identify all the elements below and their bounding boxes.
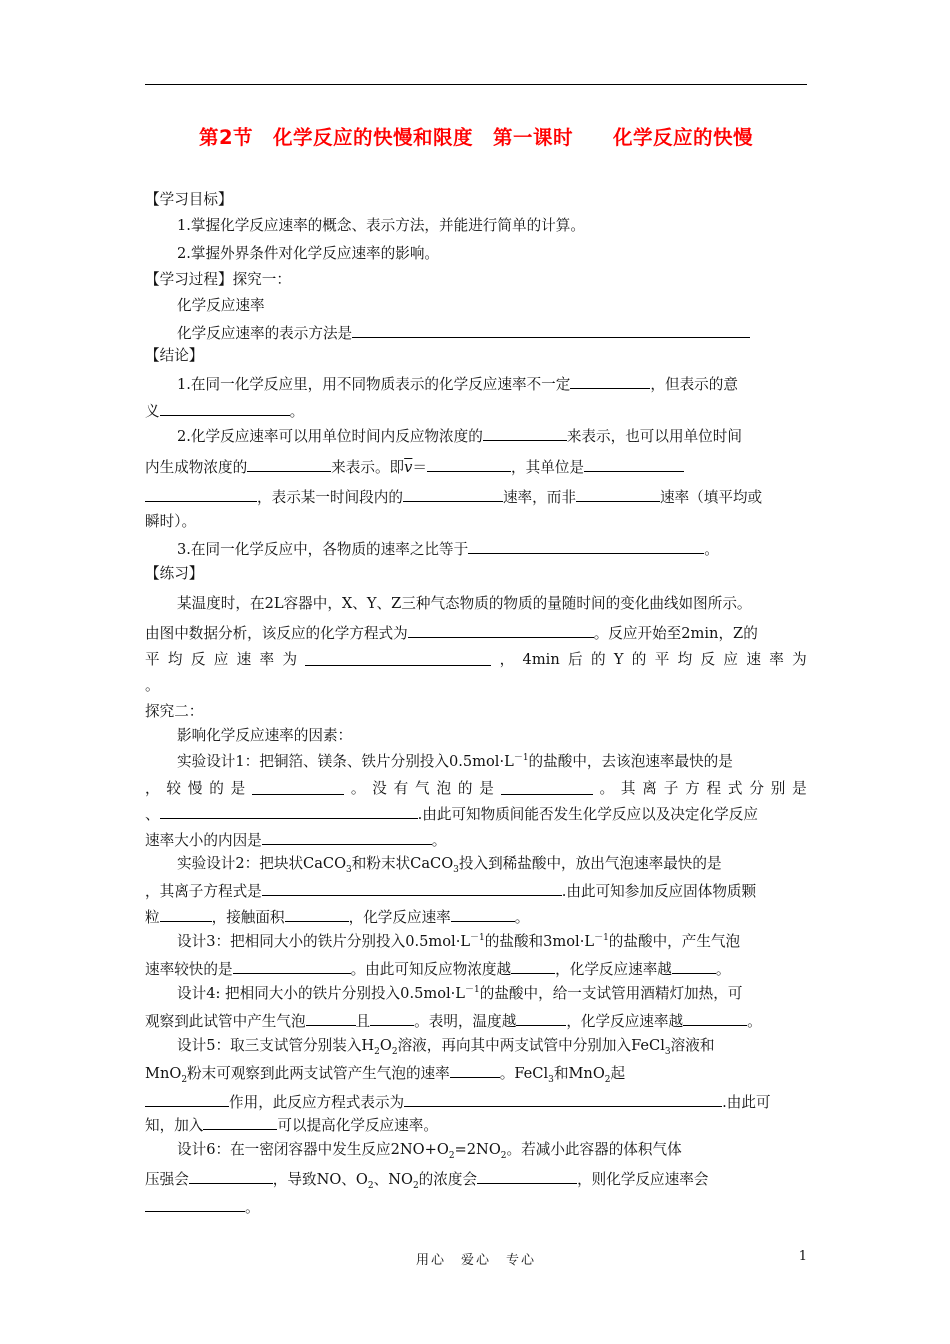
blank[interactable]	[516, 1010, 566, 1026]
paragraph: 粒 ，接触面积 ，化学反应速率 。	[145, 906, 807, 928]
paragraph: 由图中数据分析，该反应的化学方程式为 。反应开始至2min，Z的	[145, 622, 807, 644]
paragraph: 知，加入 可以提高化学反应速率。	[145, 1114, 807, 1136]
page-title: 第2节 化学反应的快慢和限度 第一课时 化学反应的快慢	[198, 126, 754, 149]
goal-2: 2.掌握外界条件对化学反应速率的影响。	[177, 245, 440, 262]
section-heading: 【结论】	[145, 347, 204, 364]
blank[interactable]	[404, 1091, 722, 1107]
blank[interactable]	[305, 650, 491, 666]
paragraph: 、 .由此可知物质间能否发生化学反应以及决定化学反应	[145, 803, 807, 825]
paragraph: 速率较快的是 。由此可知反应物浓度越 ，化学反应速率越 。	[145, 958, 807, 980]
blank[interactable]	[501, 779, 593, 795]
blank[interactable]	[483, 425, 567, 441]
blank[interactable]	[145, 486, 257, 502]
justified-line: ， 较 慢 的 是 。 没 有 气 泡 的 是 。 其 离 子 方 程 式 分 别 是	[145, 780, 807, 797]
paragraph: 3.在同一化学反应中，各物质的速率之比等于 。	[177, 538, 807, 560]
blank[interactable]	[160, 803, 418, 819]
section-heading: 【练习】	[145, 565, 204, 582]
blank[interactable]	[160, 400, 290, 416]
goal-1: 1.掌握化学反应速率的概念、表示方法，并能进行简单的计算。	[177, 217, 585, 234]
paragraph: 实验设计1：把铜箔、镁条、铁片分别投入$0.5mol\cdot L^{-1}$的盐酸中，去该泡速率最快的是	[177, 753, 733, 770]
blank[interactable]	[160, 906, 212, 922]
blank[interactable]	[370, 1010, 414, 1026]
paragraph: 作用，此反应方程式表示为 .由此可	[145, 1091, 807, 1113]
footer-motto: 用心 爱心 专心	[415, 1253, 536, 1268]
blank[interactable]	[145, 1196, 245, 1212]
paragraph: 设计4: 把相同大小的铁片分别投入$0.5mol\cdot L^{-1}$的盐酸中，给一支试管用酒精灯加热，可	[177, 985, 743, 1002]
section-heading: 【学习目标】	[145, 191, 233, 208]
blank[interactable]	[203, 1114, 277, 1130]
paragraph: 设计3：把相同大小的铁片分别投入$0.5mol\cdot L^{-1}$的盐酸和$3mol\cdot L^{-1}$的盐酸中，产生气泡	[177, 933, 741, 950]
paragraph: 压强会 ，导致NO、$O_2$、$NO_2$的浓度会 ，则化学反应速率会	[145, 1168, 807, 1190]
paragraph: 内生成物浓度的 来表示。即$\overline{v}=$ ，其单位是	[145, 456, 807, 478]
blank[interactable]	[427, 456, 511, 472]
paragraph: ，其离子方程式是 .由此可知参加反应固体物质颗	[145, 880, 807, 902]
paragraph: 1.在同一化学反应里，用不同物质表示的化学反应速率不一定 ，但表示的意	[177, 373, 807, 395]
paragraph: 影响化学反应速率的因素：	[177, 727, 353, 744]
paragraph: 化学反应速率	[177, 297, 265, 314]
blank[interactable]	[306, 1010, 356, 1026]
paragraph: 化学反应速率的表示方法是	[177, 322, 807, 344]
blank[interactable]	[262, 880, 562, 896]
paragraph: 设计5：取三支试管分别装入$H_2O_2$溶液，再向其中两支试管中分别加入FeCl$_3$溶液和	[177, 1037, 715, 1057]
blank[interactable]	[352, 322, 750, 338]
blank[interactable]	[451, 906, 515, 922]
paragraph: 设计6：在一密闭容器中发生反应$2NO+O_2=2NO_2$。若减小此容器的体积气体	[177, 1141, 682, 1161]
blank[interactable]	[477, 1168, 577, 1184]
blank[interactable]	[262, 829, 432, 845]
blank[interactable]	[252, 779, 344, 795]
paragraph: 2.化学反应速率可以用单位时间内反应物浓度的 来表示，也可以用单位时间	[177, 425, 807, 447]
paragraph: 实验设计2：把块状CaCO$_3$和粉末状CaCO$_3$投入到稀盐酸中，放出气泡速率最快的是	[177, 855, 722, 875]
section-heading: 【学习过程】探究一：	[145, 271, 291, 288]
page-number: 1	[798, 1249, 807, 1264]
blank[interactable]	[576, 486, 660, 502]
justified-line: 平 均 反 应 速 率 为 ， 4min 后 的 Y 的 平 均 反 应 速 率 为	[145, 651, 807, 668]
blank[interactable]	[233, 958, 351, 974]
paragraph: 瞬时）。	[145, 513, 197, 530]
blank[interactable]	[672, 958, 716, 974]
blank[interactable]	[408, 622, 594, 638]
paragraph: 。	[145, 1196, 807, 1218]
blank[interactable]	[403, 486, 503, 502]
paragraph: 观察到此试管中产生气泡 且 。表明，温度越 ，化学反应速率越 。	[145, 1010, 807, 1032]
blank[interactable]	[683, 1010, 747, 1026]
blank[interactable]	[285, 906, 349, 922]
blank[interactable]	[450, 1062, 500, 1078]
blank[interactable]	[189, 1168, 273, 1184]
blank[interactable]	[511, 958, 555, 974]
paragraph: 义 。	[145, 400, 807, 422]
paragraph: MnO$_2$粉末可观察到此两支试管产生气泡的速率 。FeCl$_3$和MnO$_2$起	[145, 1062, 807, 1084]
paragraph: 。	[145, 677, 160, 694]
average-rate-symbol: $\overline{v}$	[404, 459, 413, 476]
blank[interactable]	[247, 456, 331, 472]
blank[interactable]	[468, 538, 704, 554]
paragraph: 某温度时，在2L容器中，X、Y、Z三种气态物质的物质的量随时间的变化曲线如图所示。	[177, 595, 752, 612]
blank[interactable]	[584, 456, 684, 472]
header-rule	[145, 84, 807, 85]
blank[interactable]	[570, 373, 650, 389]
paragraph: 速率大小的内因是 。	[145, 829, 807, 851]
blank[interactable]	[145, 1091, 229, 1107]
section-heading: 探究二：	[145, 703, 204, 720]
paragraph: ，表示某一时间段内的 速率，而非 速率（填平均或	[145, 486, 807, 508]
